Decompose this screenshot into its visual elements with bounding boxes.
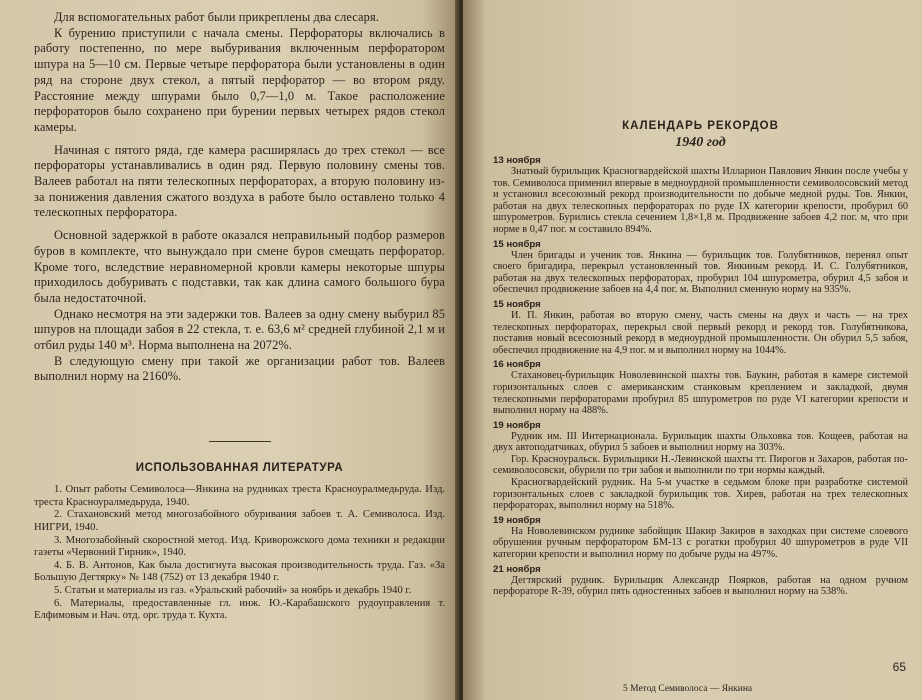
literature-item: 4. Б. В. Антонов, Как была достигнута высокая производительность труда. Газ. «За Большую Дегтярку» № 148 (752) от 13 декабря 1940 г. [34, 559, 445, 584]
literature-item: 6. Материалы, предоставленные гл. инж. Ю.-Карабашского рудоуправления т. Елфимовым и Нач. отд. орг. труда т. Кухта. [34, 597, 445, 622]
entry-text: И. П. Янкин, работая во вторую смену, часть смены на двух и часть — на трех телескопных перфораторах, перекрыл свой первый рекорд и рекорд тов. Голубятникова, поставив новый всесоюзный рекорд в медноурдной промышленности. Он обурил 5,5 забоя, обеспечил продвижение на 4,9 пог. м и выполнил норму на 1044%. [493, 309, 908, 356]
entry-text: На Новолевинском руднике забойщик Шакир Закиров в заходках при системе слоевого обрушения ручным перфоратором БМ-13 с рогатки пробурил 40 шпурометров в руде VII категории крепости и выполнил норму по добыче руды на 497%. [493, 525, 908, 561]
section-divider [209, 441, 271, 442]
calendar-title: КАЛЕНДАРЬ РЕКОРДОВ [622, 120, 779, 132]
paragraph: Для вспомогательных работ были прикреплены два слесаря. [54, 10, 379, 24]
paragraph: К бурению приступили с начала смены. Перфораторы включались в работу постепенно, по мере выбуривания включенным перфоратором шпура на 5—10 см. Первые четыре перфоратора были установлены в один ряд на стороне двух стекол, а пятый перфоратор — во втором ряду. Расстояние между шпурами было 0,7—1,0 м. Такое расположение перфораторов было сохранено при бурении первых четырех рядов стекол камеры. [34, 25, 445, 134]
calendar-year: 1940 год [675, 135, 726, 150]
left-page [0, 0, 459, 700]
entry-text: Знатный бурильщик Красногвардейской шахты Илларион Павлович Янкин после учебы у тов. Семиволоса применил впервые в медноурдной промышленности семиволосовский метод и установил всесоюзный рекорд производительности по добыче медной руды. Тов. Янкин, работая на двух телескопных перфораторах по руде IX категории крепости, пробурил 60 шпурометров. Бурились стекла сечением 1,8×1,8 м. Продвижение забоев 4,2 пог. м, что при норме в 0,47 пог. м составило 894%. [493, 166, 908, 235]
entry-date: 13 ноября [493, 155, 541, 166]
record-entry [493, 155, 908, 236]
paragraph: Начиная с пятого ряда, где камера расширялась до трех стекол — все перфораторы устанавливались в один ряд. Первую половину смены тов. Валеев работал на пяти телескопных перфораторах, а вторую половину из-за понижения давления сжатого воздуха в работе было оставлено только 4 телескопных перфоратора. [34, 142, 445, 220]
literature-heading: ИСПОЛЬЗОВАННАЯ ЛИТЕРАТУРА [135, 462, 344, 475]
paragraph: Однако несмотря на эти задержки тов. Валеев за одну смену выбурил 85 шпуров на площади забоя в 22 стекла, т. е. 63,6 м² средней глубиной 2,1 м и отбил руды 140 м³. Норма выполнена на 2072%. [34, 306, 445, 353]
entry-text: Гор. Красноуральск. Бурильщики Н.-Левинской шахты тт. Пирогов и Захаров, работая по-семиволосовски, обурили по три забоя и выполнили по три нормы каждый. [493, 453, 908, 477]
entry-text: Рудник им. III Интернационала. Бурильщик шахты Ольховка тов. Кощеев, работая на двух автоподатчиках, обурил 5 забоев и выполнил норму на 303%. [493, 430, 908, 454]
page-number: 65 [892, 660, 906, 674]
record-entry [493, 239, 908, 296]
record-entry [493, 515, 908, 561]
literature-item: 2. Стахановский метод многозабойного обуривания забоев т. А. Семиволоса. Изд. НИГРИ, 1940. [34, 509, 445, 533]
entry-text: Член бригады и ученик тов. Янкина — бурильщик тов. Голубятников, перенял опыт своего бригадира, перекрыл установленный тов. Янкиным рекорд. И. С. Голубятников, работая на двух телескопных перфораторах, пробурил 104 шпурометра, обурил 4,5 забоя и обеспечил продвижение забоев на 4,4 пог. м. Выполнил сменную норму на 935%. [493, 249, 908, 296]
paragraph: Основной задержкой в работе оказался неправильный подбор размеров буров в комплекте, что вынуждало при смене буров смещать перфоратор. Кроме того, вследствие неравномерной кровли камеры некоторые шпуры приходилось добуривать с подставки, так как длина самого большого бура была недостаточной. [34, 228, 445, 305]
entry-text: Красногвардейский рудник. На 5-м участке в седьмом блоке при разработке системой горизонтальных слоев с закладкой бурильщик тов. Хирев, работая на трех телескопных перфораторах, выполнил норму на 518%. [493, 477, 908, 512]
record-entry [493, 420, 908, 512]
right-page [463, 0, 922, 700]
entry-date: 21 ноября [493, 563, 541, 575]
record-entry [493, 299, 908, 356]
record-entry [493, 359, 908, 416]
entry-date: 15 ноября [493, 298, 541, 310]
signature-footer: 5 Метод Семиволоса — Янкина [623, 684, 753, 694]
entry-date: 16 ноября [493, 359, 541, 371]
literature-item: 3. Многозабойный скоростной метод. Изд. Криворожского дома техники и редакции газеты «Червоний Гирник», 1940. [34, 534, 445, 559]
entry-date: 19 ноября [493, 514, 541, 526]
literature-item: 1. Опыт работы Семиволоса—Янкина на рудниках треста Красноуралмедьруда. Изд. треста Красноуралмедьруда, 1940. [34, 484, 445, 508]
entry-date: 19 ноября [493, 419, 541, 431]
paragraph: В следующую смену при такой же организации работ тов. Валеев выполнил норму на 2160%. [34, 353, 445, 384]
literature-item: 5. Статьи и материалы из газ. «Уральский рабочий» за ноябрь и декабрь 1940 г. [54, 584, 412, 596]
entry-text: Стахановец-бурильщик Новолевинской шахты тов. Баукин, работая в камере системой горизонтальных слоев с американским станковым креплением и закладкой, двумя телескопными перфораторами пробурил 85 шпурометров по руде VI категории крепости и выполнил норму на 488%. [493, 370, 908, 417]
entry-date: 15 ноября [493, 238, 541, 250]
record-entry [493, 564, 908, 598]
entry-text: Дегтярский рудник. Бурильщик Александр Поярков, работая на одном ручном перфораторе R-39, обурил пять одностенных забоев и выполнил норму на 538%. [493, 574, 908, 598]
